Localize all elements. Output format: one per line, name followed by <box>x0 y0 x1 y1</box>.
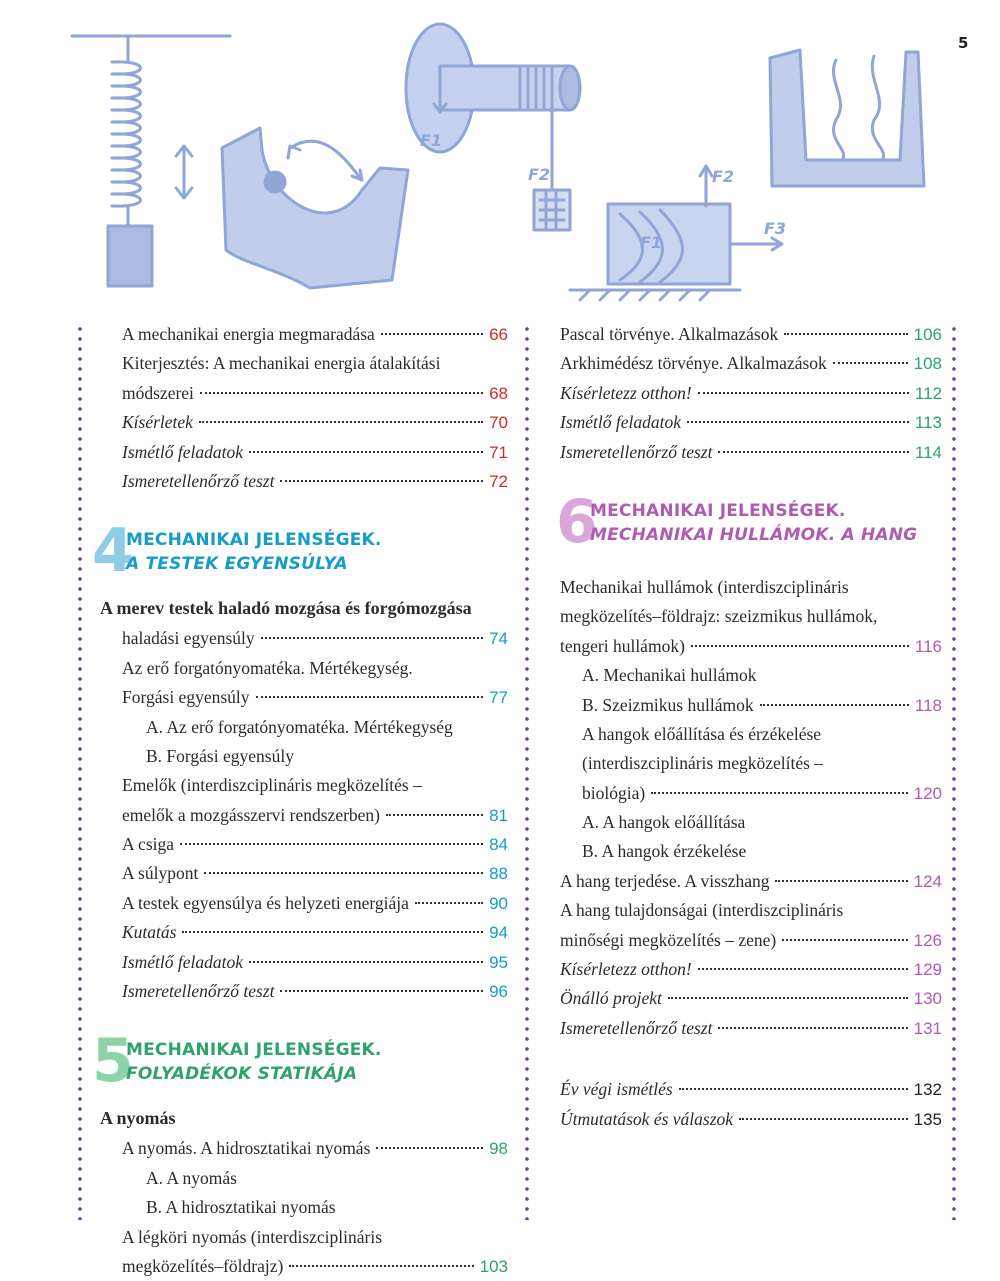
motion-arrow-icon <box>288 141 362 180</box>
toc-entry-line1: A hang tulajdonságai (interdiszciplináris <box>560 900 844 921</box>
force-arrow-up-icon <box>700 166 712 206</box>
toc-subentry[interactable]: A. Mechanikai hullámok <box>582 665 757 686</box>
right-dotted-rule <box>952 324 956 1220</box>
toc-entry-line2: megközelítés–földrajz: szeizmikus hullámok, <box>560 606 878 627</box>
wooden-block <box>608 204 730 284</box>
chapter-title-line2: FOLYADÉKOK STATIKÁJA <box>126 1064 358 1085</box>
toc-entry[interactable]: Kísérletezz otthon! 129 <box>560 959 942 980</box>
toc-subentry[interactable]: A. A hangok előállítása <box>582 812 746 833</box>
right-column <box>556 320 942 1134</box>
toc-entry[interactable]: Ismétlő feladatok 71 <box>122 441 508 462</box>
chapter-title-line2: MECHANIKAI HULLÁMOK. A HANG <box>590 524 918 545</box>
physics-sketch-illustration <box>0 0 1000 310</box>
toc-entry[interactable]: Kísérletezz otthon! 112 <box>560 382 942 403</box>
spring-mass-block <box>108 226 152 286</box>
chapter-6-heading <box>556 486 942 563</box>
label-f2-weight: F2 <box>528 165 551 184</box>
toc-entry[interactable]: Ismeretellenőrző teszt 72 <box>122 470 508 491</box>
label-f1-block: F1 <box>640 233 663 252</box>
vessels-icon <box>770 50 924 186</box>
chapter-title-line1: MECHANIKAI JELENSÉGEK. <box>126 530 382 551</box>
toc-entry[interactable]: Arkhimédész törvénye. Alkalmazások 108 <box>560 353 942 374</box>
toc-subentry[interactable]: A. Az erő forgatónyomatéka. Mértékegység <box>146 716 453 737</box>
toc-entry[interactable]: Forgási egyensúly 77 <box>122 687 508 708</box>
toc-subentry[interactable]: B. A hangok érzékelése <box>582 841 747 862</box>
toc-entry-line1: A légköri nyomás (interdiszciplináris <box>122 1226 383 1247</box>
halfpipe-track <box>222 128 408 288</box>
toc-entry[interactable]: Kutatás 94 <box>122 922 508 943</box>
toc-subentry[interactable]: biológia) 120 <box>582 782 942 803</box>
toc-entry-line1: Kiterjesztés: A mechanikai energia átalakítási <box>122 353 441 374</box>
section-heading: A nyomás <box>100 1108 176 1129</box>
center-dotted-rule <box>525 324 529 1220</box>
spring-icon <box>112 62 141 206</box>
toc-entry[interactable]: megközelítés–földrajz) 103 <box>122 1255 508 1276</box>
toc-entry[interactable]: Ismétlő feladatok 113 <box>560 412 942 433</box>
toc-entry[interactable]: Kísérletek 70 <box>122 412 508 433</box>
toc-entry[interactable]: A nyomás. A hidrosztatikai nyomás 98 <box>122 1138 508 1159</box>
chapter-title-line1: MECHANIKAI JELENSÉGEK. <box>126 1040 382 1061</box>
toc-entry-line1: Emelők (interdiszciplináris megközelítés – <box>122 775 422 796</box>
toc-entry-line1: Mechanikai hullámok (interdiszciplináris <box>560 576 849 597</box>
toc-subentry[interactable]: B. Forgási egyensúly <box>146 745 294 766</box>
chapter-title-line2: A TESTEK EGYENSÚLYA <box>126 554 348 575</box>
toc-entry-line1: Az erő forgatónyomatéka. Mértékegység. <box>122 657 413 678</box>
toc-entry[interactable]: A mechanikai energia megmaradása 66 <box>122 324 508 344</box>
toc-entry[interactable]: tengeri hullámok) 116 <box>560 635 942 656</box>
toc-entry[interactable]: Ismétlő feladatok 95 <box>122 951 508 972</box>
ball-icon <box>265 172 285 192</box>
toc-entry[interactable]: Pascal törvénye. Alkalmazások 106 <box>560 324 942 344</box>
chapter-number: 4 <box>92 516 134 587</box>
toc-entry[interactable]: A súlypont 88 <box>122 863 508 884</box>
toc-subentry[interactable]: A. A nyomás <box>146 1167 237 1188</box>
toc-entry[interactable]: Ismeretellenőrző teszt 131 <box>560 1017 942 1038</box>
chapter-number: 5 <box>92 1026 134 1097</box>
section-heading: A merev testek haladó mozgása és forgómozgása <box>100 598 472 619</box>
toc-entry[interactable]: Ismeretellenőrző teszt 114 <box>560 441 942 462</box>
toc-entry[interactable]: A testek egyensúlya és helyzeti energiája 90 <box>122 892 508 913</box>
toc-entry[interactable]: módszerei 68 <box>122 382 508 403</box>
chapter-number: 6 <box>556 486 598 557</box>
left-column <box>92 320 508 1281</box>
label-f1-wheel: F1 <box>420 131 443 150</box>
page-number: 5 <box>958 34 969 52</box>
toc-entry[interactable]: haladási egyensúly 74 <box>122 628 508 649</box>
toc-subentry-line1: A hangok előállítása és érzékelése <box>582 723 822 744</box>
left-dotted-rule <box>78 324 82 1220</box>
toc-entry[interactable]: emelők a mozgásszervi rendszerben) 81 <box>122 804 508 825</box>
label-f2-block: F2 <box>712 167 735 186</box>
toc-entry[interactable]: minőségi megközelítés – zene) 126 <box>560 929 942 950</box>
force-arrow-right-icon <box>732 238 782 250</box>
chapter-4-heading <box>92 516 508 592</box>
toc-entry[interactable]: Útmutatások és válaszok 135 <box>560 1108 942 1129</box>
toc-entry[interactable]: Önálló projekt 130 <box>560 988 942 1009</box>
toc-subentry-line2: (interdiszciplináris megközelítés – <box>582 753 824 774</box>
chapter-title-line1: MECHANIKAI JELENSÉGEK. <box>590 500 846 521</box>
toc-entry[interactable]: Ismeretellenőrző teszt 96 <box>122 981 508 1002</box>
toc-entry[interactable]: Év végi ismétlés 132 <box>560 1079 942 1100</box>
label-f3-block: F3 <box>764 219 787 238</box>
chapter-5-heading <box>92 1026 508 1102</box>
toc-entry[interactable]: A hang terjedése. A visszhang 124 <box>560 870 942 891</box>
toc-subentry[interactable]: B. A hidrosztatikai nyomás <box>146 1197 336 1218</box>
oscillation-arrow-icon <box>176 146 192 198</box>
toc-subentry[interactable]: B. Szeizmikus hullámok 118 <box>582 694 942 715</box>
toc-entry[interactable]: A csiga 84 <box>122 834 508 855</box>
